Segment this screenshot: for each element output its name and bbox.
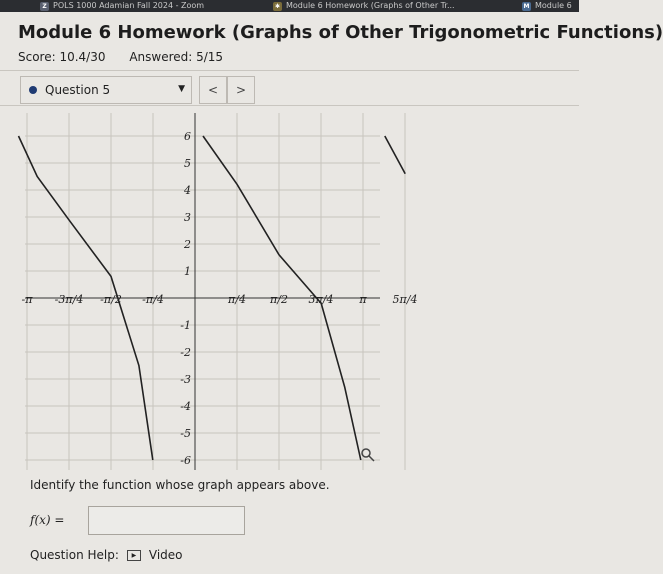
tab-homework[interactable] — [273, 0, 455, 12]
video-link[interactable]: Video — [148, 548, 183, 562]
next-question-button[interactable]: > — [227, 76, 255, 104]
y-tick-label: 5 — [184, 157, 191, 170]
question-help — [30, 548, 183, 562]
y-tick-label: 6 — [184, 130, 191, 143]
y-tick-label: -3 — [180, 373, 191, 386]
answered-text: Answered: 5/15 — [129, 50, 224, 64]
tab-zoom[interactable] — [40, 0, 204, 12]
y-tick-label: 1 — [184, 265, 191, 278]
graph-svg — [21, 113, 418, 470]
x-tick-label: -π/4 — [142, 293, 164, 306]
answer-label: f(x) = — [30, 513, 65, 527]
x-tick-label: -π/2 — [100, 293, 122, 306]
y-tick-label: -4 — [180, 400, 191, 413]
y-tick-label: -5 — [180, 427, 191, 440]
tab-module[interactable] — [522, 0, 572, 12]
chevron-down-icon: ▼ — [178, 84, 185, 94]
x-tick-label: -π — [21, 293, 33, 306]
x-tick-label: π/4 — [228, 293, 246, 306]
question-prompt: Identify the function whose graph appears above. — [30, 478, 330, 492]
answer-input[interactable] — [88, 506, 245, 535]
prev-question-button[interactable]: < — [199, 76, 227, 104]
help-label: Question Help: — [30, 548, 119, 562]
score-row — [18, 50, 243, 64]
divider — [0, 70, 579, 71]
function-curve — [385, 136, 405, 174]
y-tick-label: 4 — [184, 184, 191, 197]
divider — [0, 105, 579, 106]
page-title: Module 6 Homework (Graphs of Other Trigonometric Functions) — [18, 22, 663, 43]
tab-label: POLS 1000 Adamian Fall 2024 - Zoom — [53, 1, 205, 10]
m-icon: M — [523, 2, 530, 10]
tab-label: Module 6 Homework (Graphs of Other Tr... — [286, 1, 455, 10]
x-tick-label: 5π/4 — [392, 293, 418, 306]
question-select-label: Question 5 — [45, 83, 111, 97]
y-tick-label: -2 — [180, 346, 191, 359]
x-tick-label: -3π/4 — [54, 293, 84, 306]
x-tick-label: π/2 — [270, 293, 288, 306]
tab-label: Module 6 — [535, 1, 572, 10]
x-tick-label: π — [359, 293, 367, 306]
x-tick-label: 3π/4 — [308, 293, 334, 306]
y-tick-label: 3 — [184, 211, 191, 224]
y-tick-label: -1 — [180, 319, 191, 332]
browser-tab-bar — [0, 0, 579, 12]
y-tick-label: 2 — [184, 238, 191, 251]
site-icon: ✱ — [274, 2, 281, 10]
function-graph — [21, 113, 418, 470]
status-dot — [29, 86, 37, 94]
video-icon[interactable]: ▶ — [127, 550, 141, 561]
question-select[interactable] — [20, 76, 192, 104]
zoom-icon: Z — [40, 2, 49, 11]
magnifier-icon[interactable] — [362, 449, 374, 461]
score-text: Score: 10.4/30 — [18, 50, 106, 64]
y-tick-label: -6 — [180, 454, 191, 467]
